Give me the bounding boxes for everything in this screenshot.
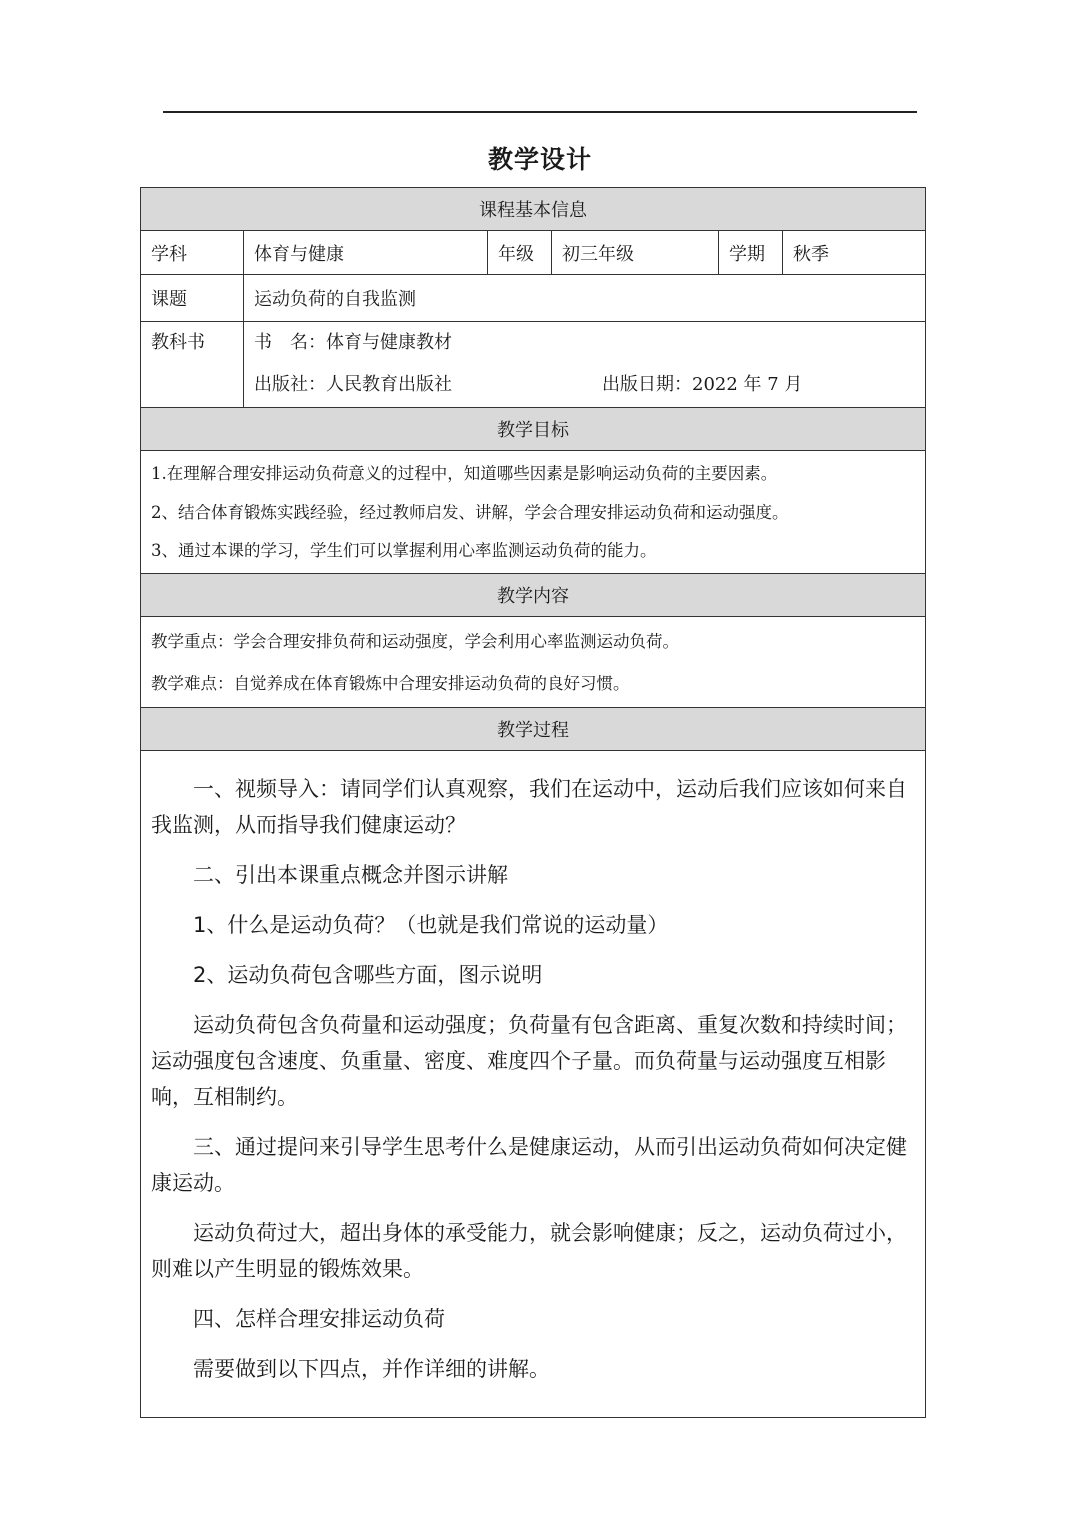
term-value: 秋季 [783,231,926,275]
process-paragraph: 1、什么是运动负荷？（也就是我们常说的运动量） [193,912,669,937]
topic-label: 课题 [141,275,244,322]
process-paragraph: 运动负荷包含负荷量和运动强度；负荷量有包含距离、重复次数和持续时间；运动强度包含速度、负重量、密度、难度四个子量。而负荷量与运动强度互相影响，互相制约。 [151,1012,907,1109]
textbook-label-cell [141,322,244,408]
section-basic-info: 课程基本信息 [141,188,926,231]
process-paragraph: 一、视频导入：请同学们认真观察，我们在运动中，运动后我们应该如何来自我监测，从而指导我们健康运动？ [151,776,907,837]
process-paragraph: 三、通过提问来引导学生思考什么是健康运动，从而引出运动负荷如何决定健康运动。 [151,1134,907,1195]
process-paragraph: 二、引出本课重点概念并图示讲解 [193,862,508,887]
process-paragraph: 需要做到以下四点，并作详细的讲解。 [193,1356,550,1381]
process-cell [141,750,926,1417]
goals-cell [141,451,926,574]
section-goals: 教学目标 [141,408,926,451]
difficulty-point: 教学难点：自觉养成在体育锻炼中合理安排运动负荷的良好习惯。 [151,673,630,693]
textbook-name: 书 名：体育与健康教材 [254,332,452,353]
grade-label: 年级 [488,231,552,275]
topic-value: 运动负荷的自我监测 [244,275,926,322]
content-cell [141,616,926,707]
process-paragraph: 运动负荷过大，超出身体的承受能力，就会影响健康；反之，运动负荷过小，则难以产生明显的锻炼效果。 [151,1220,907,1281]
textbook-publisher: 出版社：人民教育出版社 [254,374,452,395]
document-title: 教学设计 [487,145,592,174]
subject-value: 体育与健康 [244,231,488,275]
goal-item: 3、通过本课的学习，学生们可以掌握利用心率监测运动负荷的能力。 [151,541,657,560]
textbook-publish-date: 出版日期：2022 年 7 月 [602,374,803,395]
grade-value: 初三年级 [552,231,719,275]
textbook-info-cell [244,322,926,408]
term-label: 学期 [719,231,783,275]
lesson-plan-table [140,187,926,1418]
process-paragraph: 2、运动负荷包含哪些方面，图示说明 [193,962,543,987]
header-rule [163,111,917,113]
process-paragraph: 四、怎样合理安排运动负荷 [193,1306,445,1331]
key-point: 教学重点：学会合理安排负荷和运动强度，学会利用心率监测运动负荷。 [151,631,679,651]
section-content: 教学内容 [141,573,926,616]
textbook-publisher-line [254,364,915,406]
textbook-label: 教科书 [151,332,205,353]
subject-label: 学科 [141,231,244,275]
goal-item: 2、结合体育锻炼实践经验，经过教师启发、讲解，学会合理安排运动负荷和运动强度。 [151,502,789,522]
section-process: 教学过程 [141,707,926,750]
goal-item: 1.在理解合理安排运动负荷意义的过程中，知道哪些因素是影响运动负荷的主要因素。 [151,464,778,483]
